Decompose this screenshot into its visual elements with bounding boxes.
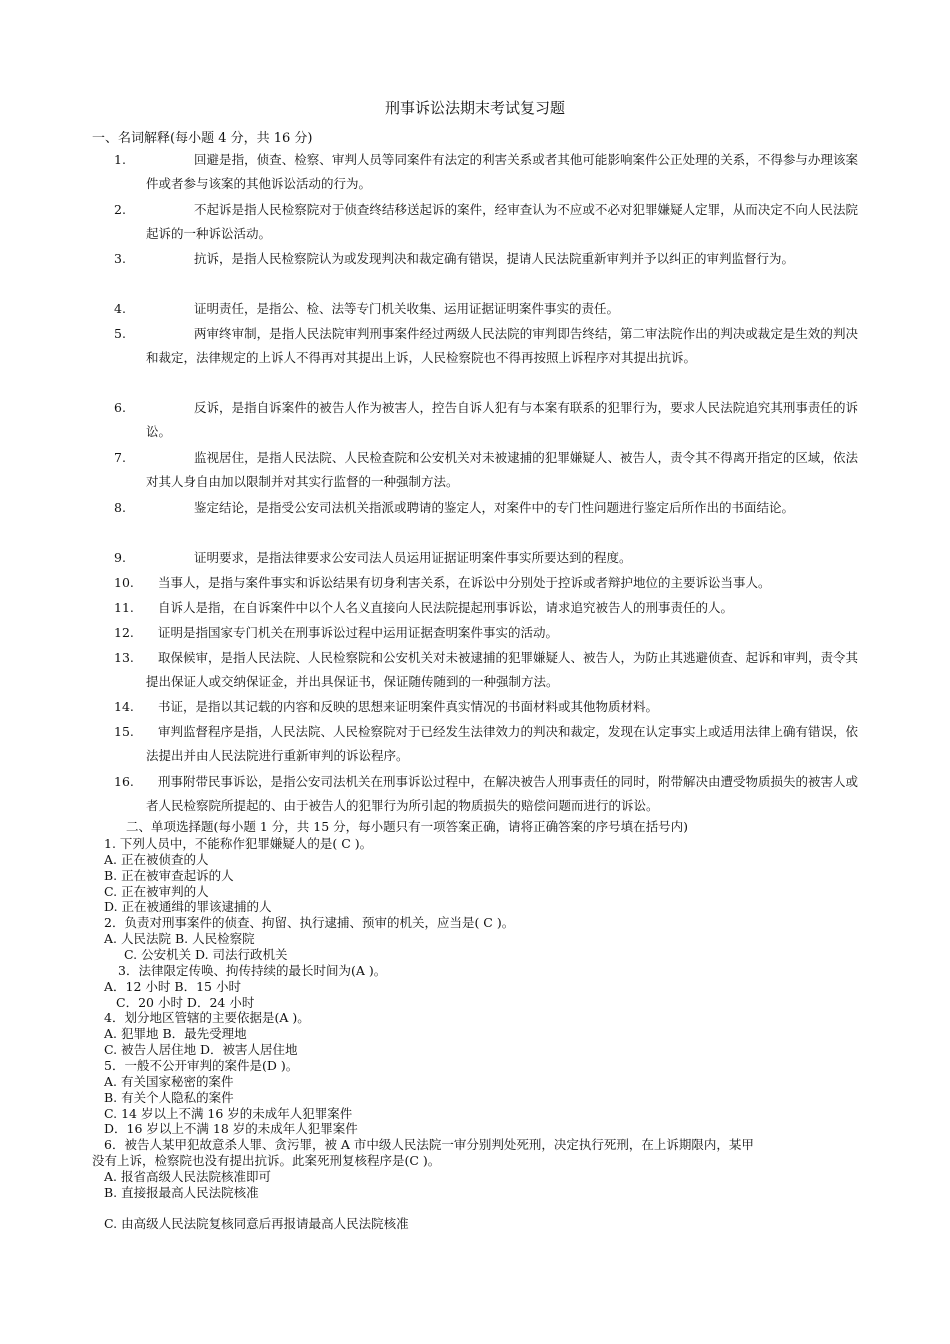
answer-option: A. 有关国家秘密的案件 <box>104 1074 234 1089</box>
definition-text: 当事人，是指与案件事实和诉讼结果有切身利害关系，在诉讼中分别处于控诉或者辩护地位的主要诉讼当事人。 <box>158 575 771 590</box>
definition-text: 证明要求，是指法律要求公安司法人员运用证据证明案件事实所要达到的程度。 <box>194 550 632 565</box>
question-line: 4．划分地区管辖的主要依据是(A )。 <box>104 1010 310 1025</box>
answer-option: A．12 小时 B．15 小时 <box>104 979 241 994</box>
definition-number: 10. <box>114 575 134 590</box>
document-title: 刑事诉讼法期末考试复习题 <box>384 99 565 117</box>
definition-text: 监视居住，是指人民法院、人民检查院和公安机关对未被逮捕的犯罪嫌疑人、被告人，责令其不得离开指定的区域，依法对其人身自由加以限制并对其实行监督的一种强制方法。 <box>146 450 858 489</box>
definition-text: 抗诉，是指人民检察院认为或发现判决和裁定确有错误，提请人民法院重新审判并予以纠正的审判监督行为。 <box>194 251 795 266</box>
answer-option: C. 14 岁以上不满 16 岁的未成年人犯罪案件 <box>104 1106 353 1121</box>
answer-option: C. 公安机关 D. 司法行政机关 <box>124 947 288 962</box>
answer-option: B. 正在被审查起诉的人 <box>104 868 234 883</box>
answer-option: A. 人民法院 B. 人民检察院 <box>104 931 255 946</box>
definition-number: 3. <box>114 251 126 266</box>
definition-number: 5. <box>114 326 126 341</box>
section-2-heading: 二、单项选择题(每小题 1 分，共 15 分，每小题只有一项答案正确，请将正确答案的序号填在括号内) <box>126 819 689 834</box>
definition-number: 13. <box>114 650 134 665</box>
answer-option: C. 正在被审判的人 <box>104 884 209 899</box>
definition-number: 6. <box>114 400 126 415</box>
question-line: 3．法律限定传唤、拘传持续的最长时间为(A )。 <box>118 963 387 978</box>
definition-text: 回避是指，侦查、检察、审判人员等同案件有法定的利害关系或者其他可能影响案件公正处理的关系，不得参与办理该案件或者参与该案的其他诉讼活动的行为。 <box>146 152 858 191</box>
answer-option: D. 正在被通缉的罪该逮捕的人 <box>104 899 272 914</box>
definition-number: 2. <box>114 202 126 217</box>
answer-option: C. 由高级人民法院复核同意后再报请最高人民法院核准 <box>104 1216 409 1231</box>
definition-text: 取保候审，是指人民法院、人民检察院和公安机关对未被逮捕的犯罪嫌疑人、被告人，为防止其逃避侦查、起诉和审判，责令其提出保证人或交纳保证金，并出具保证书，保证随传随到的一种强制方法。 <box>146 650 859 689</box>
question-line: 2．负责对刑事案件的侦查、拘留、执行逮捕、预审的机关，应当是( C )。 <box>104 915 515 930</box>
definition-number: 9. <box>114 550 126 565</box>
answer-option: A. 犯罪地 B．最先受理地 <box>104 1026 247 1041</box>
answer-option: B. 直接报最高人民法院核准 <box>104 1185 259 1200</box>
definition-text: 证明责任，是指公、检、法等专门机关收集、运用证据证明案件事实的责任。 <box>194 301 620 316</box>
definition-number: 7. <box>114 450 126 465</box>
definition-text: 刑事附带民事诉讼，是指公安司法机关在刑事诉讼过程中，在解决被告人刑事责任的同时，附带解决由遭受物质损失的被害人或者人民检察院所提起的、由于被告人的犯罪行为所引起的物质损失的赔偿问题而进行的诉讼。 <box>146 774 859 813</box>
definition-number: 14. <box>114 699 134 714</box>
definition-text: 证明是指国家专门机关在刑事诉讼过程中运用证据查明案件事实的活动。 <box>158 625 559 640</box>
definition-text: 自诉人是指，在自诉案件中以个人名义直接向人民法院提起刑事诉讼，请求追究被告人的刑事责任的人。 <box>158 600 734 615</box>
question-line: 6．被告人某甲犯故意杀人罪、贪污罪，被 A 市中级人民法院一审分别判处死刑，决定执行死刑，在上诉期限内，某甲 <box>104 1137 754 1152</box>
answer-option: A. 正在被侦查的人 <box>104 852 209 867</box>
definition-number: 4. <box>114 301 126 316</box>
question-line: 1. 下列人员中，不能称作犯罪嫌疑人的是( C )。 <box>104 836 373 851</box>
definition-text: 反诉，是指自诉案件的被告人作为被害人，控告自诉人犯有与本案有联系的犯罪行为，要求人民法院追究其刑事责任的诉讼。 <box>146 400 858 439</box>
answer-option: A. 报省高级人民法院核准即可 <box>104 1169 271 1184</box>
definition-number: 16. <box>114 774 134 789</box>
answer-option: C. 被告人居住地 D．被害人居住地 <box>104 1042 298 1057</box>
definition-number: 11. <box>114 600 134 615</box>
definition-text: 鉴定结论，是指受公安司法机关指派或聘请的鉴定人，对案件中的专门性问题进行鉴定后所作出的书面结论。 <box>194 500 795 515</box>
definition-number: 12. <box>114 625 134 640</box>
question-line: 没有上诉，检察院也没有提出抗诉。此案死刑复核程序是(C )。 <box>92 1153 441 1168</box>
definition-text: 不起诉是指人民检察院对于侦查终结移送起诉的案件，经审查认为不应或不必对犯罪嫌疑人定罪，从而决定不向人民法院起诉的一种诉讼活动。 <box>146 202 858 241</box>
definition-text: 审判监督程序是指，人民法院、人民检察院对于已经发生法律效力的判决和裁定，发现在认定事实上或适用法律上确有错误，依法提出并由人民法院进行重新审判的诉讼程序。 <box>146 724 859 763</box>
definition-number: 15. <box>114 724 134 739</box>
section-1-heading: 一、名词解释(每小题 4 分，共 16 分) <box>92 131 313 146</box>
question-line: 5．一般不公开审判的案件是(D )。 <box>104 1058 299 1073</box>
definition-number: 1. <box>114 152 126 167</box>
answer-option: C．20 小时 D．24 小时 <box>116 995 255 1010</box>
definition-text: 书证，是指以其记载的内容和反映的思想来证明案件真实情况的书面材料或其他物质材料。 <box>158 699 659 714</box>
definition-text: 两审终审制，是指人民法院审判刑事案件经过两级人民法院的审判即告终结，第二审法院作出的判决或裁定是生效的判决和裁定，法律规定的上诉人不得再对其提出上诉，人民检察院也不得再按照上诉程序对其提出抗诉。 <box>146 326 858 365</box>
answer-option: D．16 岁以上不满 18 岁的未成年人犯罪案件 <box>104 1121 358 1136</box>
answer-option: B. 有关个人隐私的案件 <box>104 1090 234 1105</box>
definition-number: 8. <box>114 500 126 515</box>
